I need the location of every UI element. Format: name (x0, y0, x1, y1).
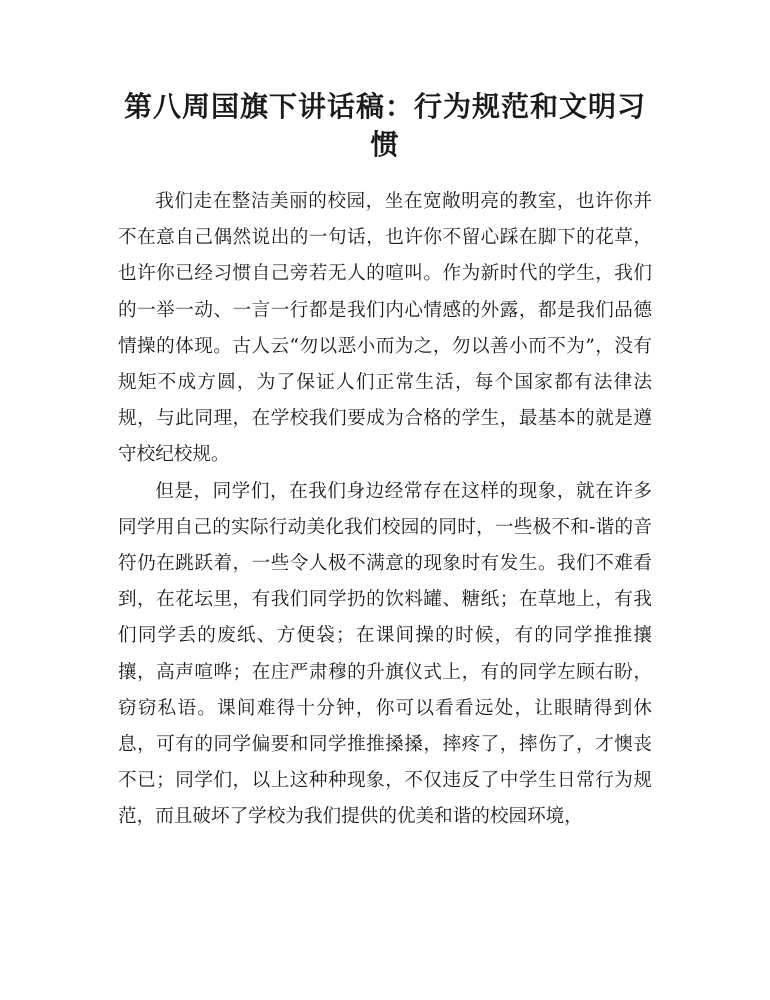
paragraph-2: 但是，同学们，在我们身边经常存在这样的现象，就在许多同学用自己的实际行动美化我们校园的同时，一些极不和-谐的音符仍在跳跃着，一些令人极不满意的现象时有发生。我们不难看到，在花坛里，有我们同学扔的饮料罐、糖纸；在草地上，有我们同学丢的废纸、方便袋；在课间操的时候，有的同学推推攘攘，高声喧哗；在庄严肃穆的升旗仪式上，有的同学左顾右盼，窃窃私语。课间难得十分钟，你可以看看远处，让眼睛得到休息，可有的同学偏要和同学推推搡搡，摔疼了，摔伤了，才懊丧不已；同学们，以上这种种现象，不仅违反了中学生日常行为规范，而且破坏了学校为我们提供的优美和谐的校园环境， (118, 480, 652, 828)
document-title: 第八周国旗下讲话稿：行为规范和文明习惯 (123, 90, 646, 161)
paragraph-1: 我们走在整洁美丽的校园，坐在宽敞明亮的教室，也许你并不在意自己偶然说出的一句话，也许你不留心踩在脚下的花草，也许你已经习惯自己旁若无人的喧叫。作为新时代的学生，我们的一举一动、一言一行都是我们内心情感的外露，都是我们品德情操的体现。古人云“勿以恶小而为之，勿以善小而不为”，没有规矩不成方圆，为了保证人们正常生活，每个国家都有法律法规，与此同理，在学校我们要成为合格的学生，最基本的就是遵守校纪校规。 (118, 191, 652, 466)
